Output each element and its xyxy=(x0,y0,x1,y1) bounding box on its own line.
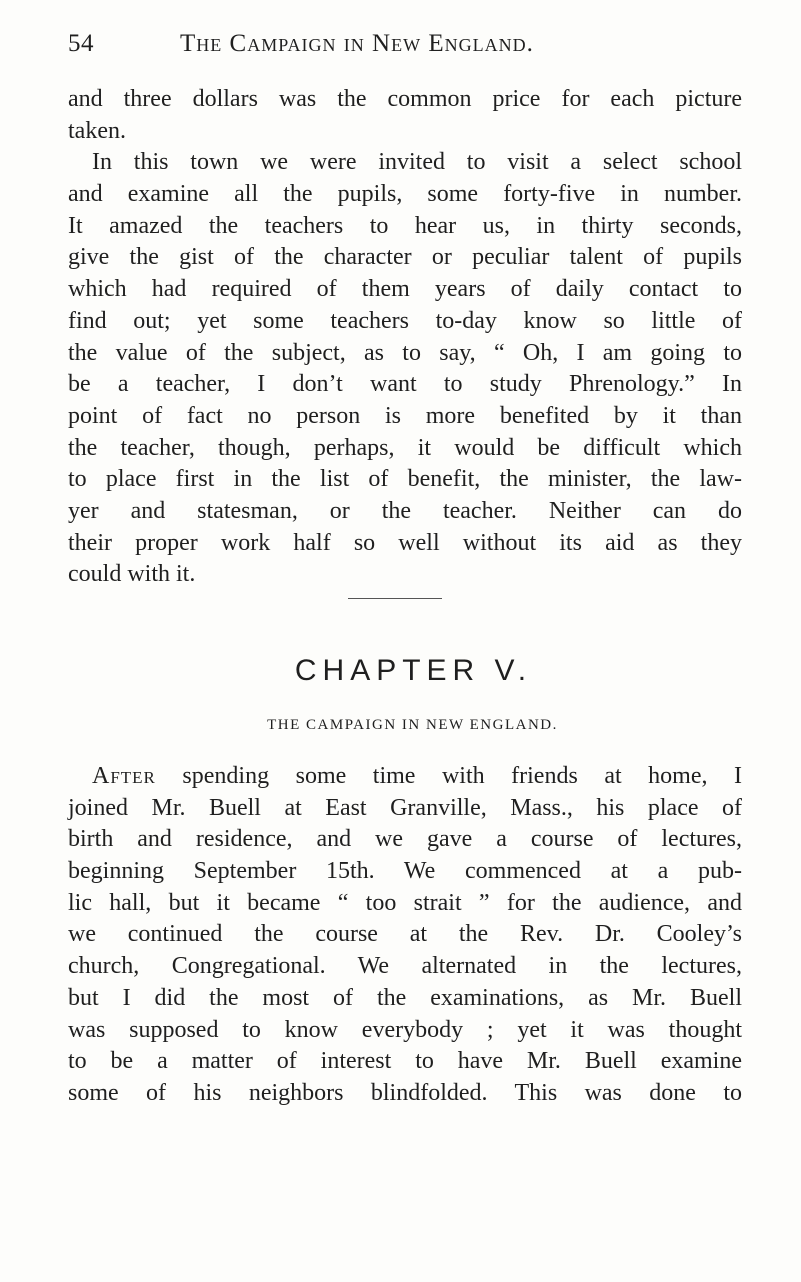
paragraph-select-school xyxy=(68,147,742,591)
text-line: joined Mr. Buell at East Granville, Mass., his place of xyxy=(68,794,742,821)
text-line: point of fact no person is more benefited by it than xyxy=(68,402,742,429)
page-header xyxy=(68,30,738,70)
text-line: It amazed the teachers to hear us, in thirty seconds, xyxy=(68,212,742,239)
chapter-subtitle: THE CAMPAIGN IN NEW ENGLAND. xyxy=(267,717,558,733)
text-line: to be a matter of interest to have Mr. Buell examine xyxy=(68,1048,742,1075)
text-line: the value of the subject, as to say, “ Oh, I am going to xyxy=(68,339,742,366)
text-line-rest: spending some time with friends at home, I xyxy=(155,763,742,789)
text-line: which had required of them years of daily contact to xyxy=(68,276,742,303)
text-line: some of his neighbors blindfolded. This was done to xyxy=(68,1079,742,1106)
text-line: their proper work half so well without its aid as they xyxy=(68,529,742,556)
running-head: The Campaign in New England. xyxy=(180,30,534,57)
text-line: find out; yet some teachers to-day know so little of xyxy=(68,307,742,334)
text-line: and examine all the pupils, some forty-five in number. xyxy=(68,181,742,208)
text-line: and three dollars was the common price for each picture xyxy=(68,86,742,112)
text-line: could with it. xyxy=(68,561,196,588)
text-line: yer and statesman, or the teacher. Neither can do xyxy=(68,497,742,524)
text-line: but I did the most of the examinations, as Mr. Buell xyxy=(68,984,742,1011)
text-line: taken. xyxy=(68,117,126,144)
text-line: to place first in the list of benefit, the minister, the law- xyxy=(68,466,742,493)
chapter-title: CHAPTER V. xyxy=(294,654,533,687)
paragraph-campaign xyxy=(68,761,742,1110)
section-divider xyxy=(348,598,442,599)
text-line: was supposed to know everybody ; yet it was thought xyxy=(68,1016,742,1043)
text-line: In this town we were invited to visit a select school xyxy=(92,149,742,176)
text-line: be a teacher, I don’t want to study Phrenology.” In xyxy=(68,371,742,398)
text-line: give the gist of the character or peculiar talent of pupils xyxy=(68,244,742,271)
text-line: beginning September 15th. We commenced at a pub- xyxy=(68,858,742,885)
text-line: we continued the course at the Rev. Dr. Cooley’s xyxy=(68,921,742,948)
page-number: 54 xyxy=(68,30,94,57)
text-line: lic hall, but it became “ too strait ” for the audience, and xyxy=(68,889,742,916)
text-line: birth and residence, and we gave a course of lectures, xyxy=(68,826,742,853)
text-line: church, Congregational. We alternated in the lectures, xyxy=(68,953,742,980)
text-line xyxy=(68,761,742,793)
text-line: the teacher, though, perhaps, it would be difficult which xyxy=(68,434,742,461)
paragraph-continuation xyxy=(68,84,742,147)
drop-word: After xyxy=(92,763,156,789)
